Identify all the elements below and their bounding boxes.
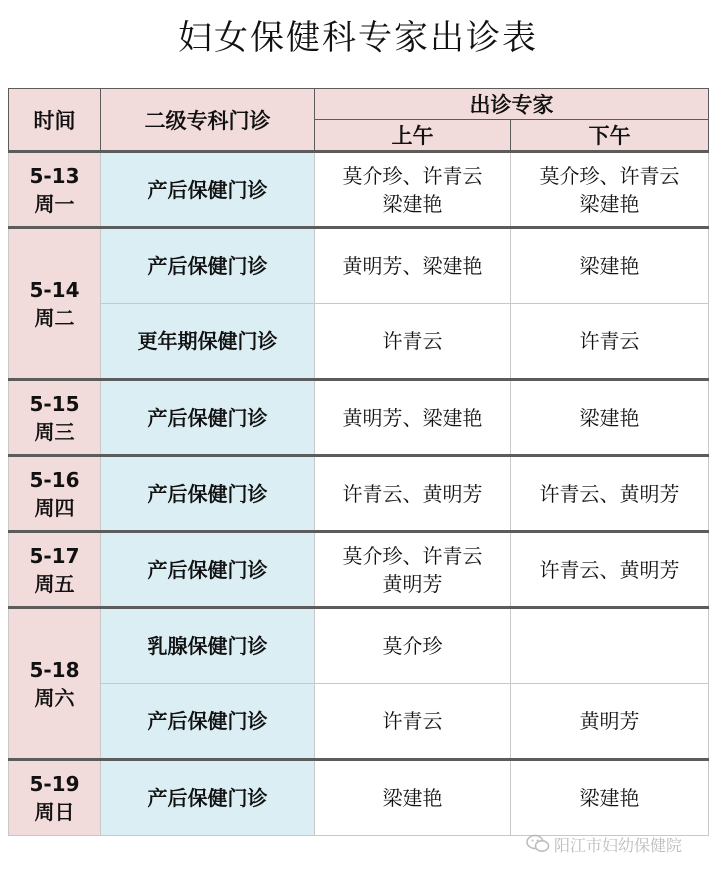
watermark-text: 阳江市妇幼保健院: [554, 835, 683, 855]
experts-pm-cell: [511, 532, 709, 608]
expert-names: 梁建艳: [579, 405, 640, 430]
experts-am-cell: [315, 760, 511, 836]
expert-names: 梁建艳: [382, 191, 443, 216]
date-cell: [9, 532, 101, 608]
expert-names: 莫介珍、许青云: [539, 163, 680, 188]
clinic-name: 产后保健门诊: [101, 684, 315, 760]
date-cell: [9, 152, 101, 228]
weekday-label: 周三: [34, 419, 75, 444]
header-clinic: 二级专科门诊: [101, 89, 315, 152]
schedule-row: [9, 152, 709, 228]
header-experts: 出诊专家: [315, 89, 709, 120]
clinic-name: 乳腺保健门诊: [101, 608, 315, 684]
clinic-schedule-table: [8, 88, 709, 836]
experts-pm-cell: [511, 304, 709, 380]
experts-am-cell: [315, 304, 511, 380]
watermark: [526, 830, 682, 858]
expert-names: 许青云: [382, 329, 443, 353]
expert-names: 莫介珍、许青云: [342, 543, 483, 568]
date-cell: [9, 456, 101, 532]
header-pm: 下午: [511, 120, 709, 152]
date-cell: [9, 608, 101, 760]
experts-pm-cell: [511, 228, 709, 304]
experts-pm-cell: [511, 456, 709, 532]
date-label: 5-18: [29, 657, 80, 682]
header-am: 上午: [315, 120, 511, 152]
expert-names: 梁建艳: [382, 786, 443, 810]
weekday-label: 周一: [34, 191, 75, 216]
experts-pm-cell: [511, 608, 709, 684]
experts-am-cell: [315, 152, 511, 228]
expert-names: 梁建艳: [579, 254, 640, 278]
expert-names: 许青云: [382, 709, 443, 733]
date-cell: [9, 760, 101, 836]
date-label: 5-15: [29, 391, 80, 416]
experts-am-cell: [315, 532, 511, 608]
date-label: 5-13: [29, 163, 80, 188]
schedule-body: [9, 152, 709, 836]
expert-names: 许青云: [579, 329, 640, 353]
experts-am-cell: [315, 228, 511, 304]
clinic-name: 更年期保健门诊: [101, 304, 315, 380]
schedule-row: [9, 608, 709, 684]
expert-names: 黄明芳、梁建艳: [342, 254, 483, 278]
expert-names: 许青云、黄明芳: [539, 557, 680, 582]
weekday-label: 周二: [34, 305, 75, 330]
date-label: 5-17: [29, 543, 80, 568]
schedule-row: [9, 684, 709, 760]
date-label: 5-19: [29, 772, 80, 796]
clinic-name: 产后保健门诊: [101, 228, 315, 304]
date-label: 5-14: [29, 277, 80, 302]
expert-names: 黄明芳: [382, 571, 443, 596]
expert-names: 黄明芳: [579, 709, 640, 733]
schedule-row: [9, 532, 709, 608]
clinic-name: 产后保健门诊: [101, 532, 315, 608]
header-time: 时间: [9, 89, 101, 152]
expert-names: 梁建艳: [579, 786, 640, 810]
experts-am-cell: [315, 380, 511, 456]
expert-names: 莫介珍: [382, 634, 443, 658]
experts-pm-cell: [511, 380, 709, 456]
schedule-row: [9, 456, 709, 532]
schedule-row: [9, 304, 709, 380]
schedule-row: [9, 228, 709, 304]
wechat-icon: [526, 834, 550, 854]
expert-names: 许青云、黄明芳: [539, 481, 680, 506]
experts-pm-cell: [511, 152, 709, 228]
weekday-label: 周六: [34, 685, 75, 710]
experts-am-cell: [315, 608, 511, 684]
weekday-label: 周日: [34, 800, 75, 824]
date-cell: [9, 380, 101, 456]
expert-names: 梁建艳: [579, 191, 640, 216]
clinic-name: 产后保健门诊: [101, 760, 315, 836]
weekday-label: 周五: [34, 571, 75, 596]
weekday-label: 周四: [34, 495, 75, 520]
experts-pm-cell: [511, 760, 709, 836]
page-title: 妇女保健科专家出诊表: [178, 18, 538, 58]
date-label: 5-16: [29, 467, 80, 492]
expert-names: 许青云、黄明芳: [342, 481, 483, 506]
schedule-row: [9, 380, 709, 456]
expert-names: 莫介珍、许青云: [342, 163, 483, 188]
experts-pm-cell: [511, 684, 709, 760]
clinic-name: 产后保健门诊: [101, 456, 315, 532]
date-cell: [9, 228, 101, 380]
clinic-name: 产后保健门诊: [101, 380, 315, 456]
expert-names: 黄明芳、梁建艳: [342, 405, 483, 430]
schedule-row: [9, 760, 709, 836]
experts-am-cell: [315, 684, 511, 760]
experts-am-cell: [315, 456, 511, 532]
clinic-name: 产后保健门诊: [101, 152, 315, 228]
